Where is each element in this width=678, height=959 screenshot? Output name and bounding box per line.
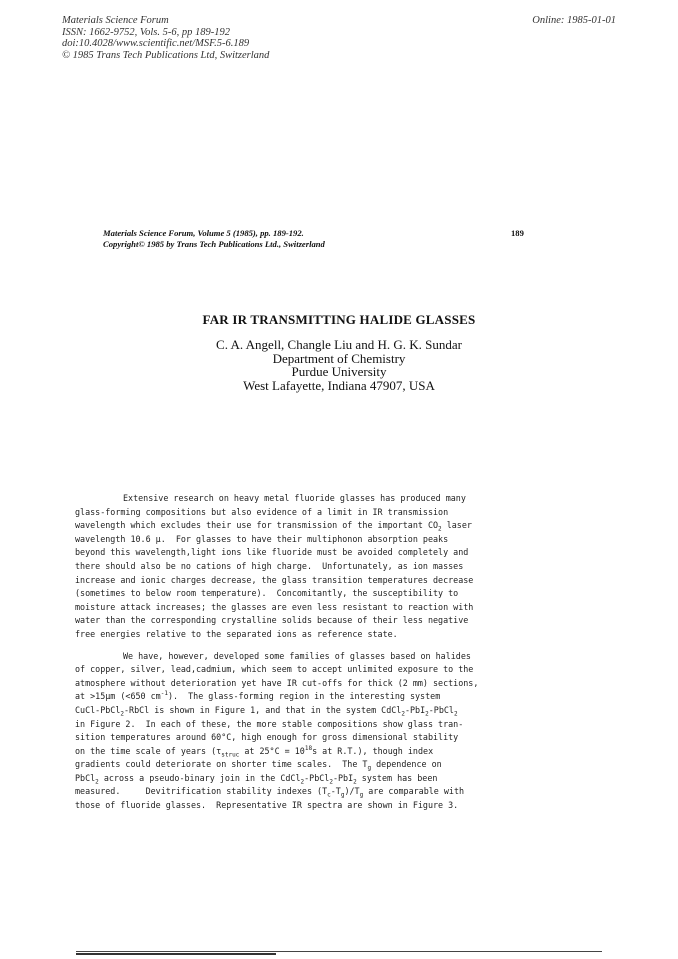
body-line: PbCl$_2$ across a pseudo-binary join in the CdCl$_2$-PbCl$_2$-PbI$_2$ system has been (75, 772, 438, 786)
journal-copyright: Copyright© 1985 by Trans Tech Publications Ltd., Switzerland (103, 238, 325, 249)
header-issn: ISSN: 1662-9752, Vols. 5-6, pp 189-192 (62, 26, 230, 38)
body-line: wavelength which excludes their use for transmission of the important $CO_2$ laser (75, 520, 472, 533)
body-line: moisture attack increases; the glasses are even less resistant to reaction with (75, 601, 474, 612)
body-line: those of fluoride glasses. Representative IR spectra are shown in Figure 3. (75, 800, 459, 811)
journal-volume: Materials Science Forum, Volume 5 (1985), pp. 189-192. (103, 228, 304, 238)
header-online-date: Online: 1985-01-01 (532, 15, 616, 26)
publication-header (62, 15, 269, 61)
author-department: Department of Chemistry (272, 350, 406, 366)
body-line: sition temperatures around 60°C, high enough for gross dimensional stability (75, 732, 459, 743)
body-line: there should also be no cations of high charge. Unfortunately, as ion masses (75, 560, 464, 571)
header-copyright: © 1985 Trans Tech Publications Ltd, Switzerland (62, 49, 270, 61)
page-number: 189 (511, 228, 524, 238)
body-line: (sometimes to below room temperature). Concomitantly, the susceptibility to (75, 588, 459, 599)
author-block (0, 338, 678, 392)
body-line: in Figure 2. In each of these, the more stable compositions show glass tran- (75, 718, 464, 729)
body-line: gradients could deteriorate on shorter time scales. The $T_g$ dependence on (75, 759, 442, 772)
paper-title: FAR IR TRANSMITTING HALIDE GLASSES (202, 312, 476, 327)
footer-rule (76, 951, 602, 952)
body-line: on the time scale of years ($\tau_{struc}$ at $25^\circ C = 10^{18}s$ at R.T.), though index (75, 744, 434, 759)
body-line: glass-forming compositions but also evidence of a limit in IR transmission (75, 506, 449, 517)
footer-rule-thick (76, 953, 276, 955)
body-line: measured. Devitrification stability indexes $(T_c-T_g)/T_g$ are comparable with (75, 786, 465, 800)
body-line: at >15μm (<650 $cm^{-1}$). The glass-forming region in the interesting system (75, 690, 441, 702)
body-line: of copper, silver, lead,cadmium, which seem to accept unlimited exposure to the (75, 664, 474, 675)
author-university: Purdue University (291, 364, 387, 379)
body-line: atmosphere without deterioration yet have IR cut-offs for thick (2 mm) sections, (75, 677, 479, 688)
body-text (75, 492, 555, 813)
body-line: water than the corresponding crystalline solids because of their less negative (75, 615, 469, 626)
body-line: We have, however, developed some families of glasses based on halides (123, 650, 471, 661)
journal-citation (103, 228, 325, 249)
author-names: C. A. Angell, Changle Liu and H. G. K. Sundar (216, 337, 462, 352)
body-line: free energies relative to the separated ions as reference state. (75, 628, 398, 639)
author-location: West Lafayette, Indiana 47907, USA (243, 377, 435, 393)
body-line: Extensive research on heavy metal fluoride glasses has produced many (123, 493, 466, 503)
body-line: increase and ionic charges decrease, the glass transition temperatures decrease (75, 574, 474, 585)
header-journal: Materials Science Forum (62, 15, 169, 26)
body-line: beyond this wavelength,light ions like fluoride must be avoided completely and (75, 547, 469, 558)
body-line: CuCl-PbCl$_2$-RbCl is shown in Figure 1, and that in the system CdCl$_2$-PbI$_2$-PbCl$_2$ (75, 704, 458, 718)
body-line: wavelength 10.6 μ. For glasses to have their multiphonon absorption peaks (75, 533, 449, 544)
header-doi: doi:10.4028/www.scientific.net/MSF.5-6.189 (62, 38, 250, 49)
